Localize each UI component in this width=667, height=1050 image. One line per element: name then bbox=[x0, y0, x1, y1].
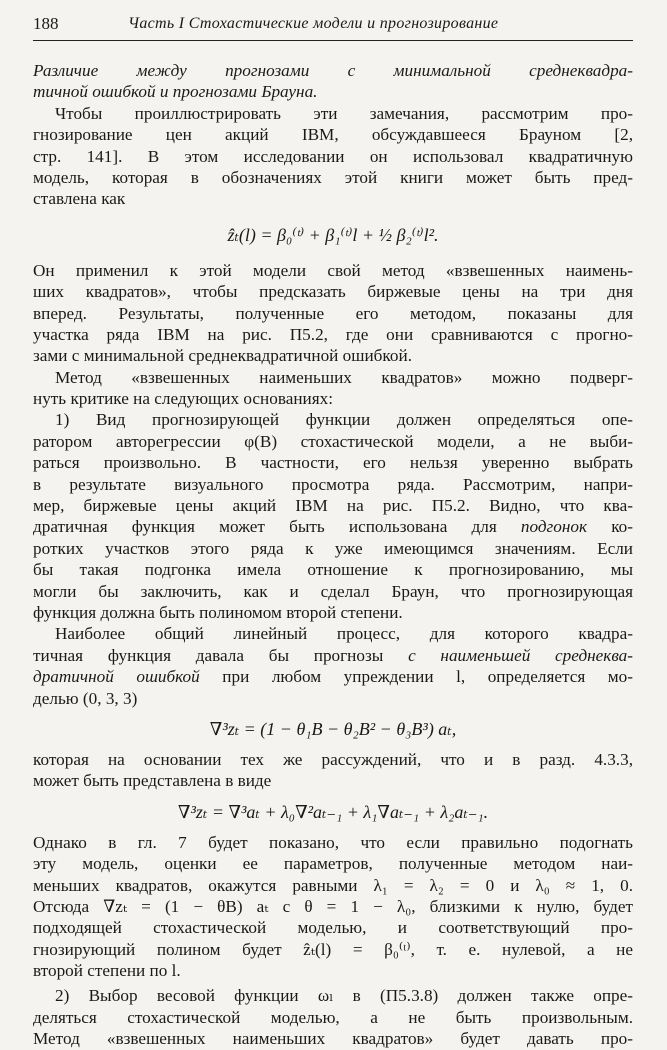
section-heading-line: Различие между прогнозами с минимальной среднеквадра- bbox=[33, 61, 633, 80]
header-rule bbox=[33, 40, 633, 41]
text-line: 2) Выбор весовой функции ωₗ в (П5.3.8) должен также опре- bbox=[55, 986, 633, 1006]
text-line: второй степени по l. bbox=[33, 961, 181, 981]
text-line: меньших квадратов, окажутся равными λ₁ = λ₂ = 0 и λ₀ ≈ 1, 0. bbox=[33, 875, 633, 895]
text-line: 1) Вид прогнозирующей функции должен определяться опе- bbox=[55, 410, 633, 430]
running-header bbox=[33, 14, 633, 40]
text-line: мер, биржевые цены акций IBM на рис. П5.2. Видно, что ква- bbox=[33, 496, 633, 516]
text-line: раться произвольно. В частности, его нельзя уверенно выбрать bbox=[33, 453, 633, 473]
text-line: Однако в гл. 7 будет показано, что если правильно подогнать bbox=[33, 832, 633, 852]
text-line bbox=[33, 666, 633, 687]
text-line: вперед. Результаты, полученные его методом, показаны для bbox=[33, 303, 633, 323]
emphasis-text: подгонок bbox=[520, 517, 588, 537]
text-fragment: ко- bbox=[587, 517, 633, 537]
text-line: зами с минимальной среднеквадратичной ошибкой. bbox=[33, 346, 412, 366]
text-line: которая на основании тех же рассуждений, что и в разд. 4.3.3, bbox=[33, 749, 633, 769]
text-line: в результате визуального просмотра ряда. Рассмотрим, напри- bbox=[33, 474, 633, 494]
text-line: стр. 141]. В этом исследовании он использовал квадратичную bbox=[33, 146, 633, 166]
text-line: делью (0, 3, 3) bbox=[33, 688, 138, 708]
text-line: Метод «взвешенных наименьших квадратов» будет давать про- bbox=[33, 1029, 633, 1049]
text-line: модель, которая в обозначениях этой книги может быть пред- bbox=[33, 167, 633, 187]
text-line: участка ряда IBM на рис. П5.2, где они сравниваются с прогно- bbox=[33, 324, 633, 344]
text-line: бы такая подгонка имела отношение к прогнозированию, мы bbox=[33, 560, 633, 580]
text-line bbox=[33, 516, 633, 537]
text-line: ших квадратов», чтобы предсказать биржевые цены на три дня bbox=[33, 282, 633, 302]
text-fragment: дратичная функция может быть использована для bbox=[33, 517, 521, 537]
text-line: подходящей стохастической моделью, и соответствующий про- bbox=[33, 918, 633, 938]
text-line: может быть представлена в виде bbox=[33, 771, 272, 791]
text-line: могли бы заключить, как и сделал Браун, что прогнозирующая bbox=[33, 581, 633, 601]
text-line: Отсюда ∇zₜ = (1 − θB) aₜ с θ = 1 − λ₀, близкими к нулю, будет bbox=[33, 896, 633, 916]
text-line: Наиболее общий линейный процесс, для которого квадра- bbox=[55, 624, 633, 644]
page-body bbox=[33, 60, 633, 1050]
text-line: ротких участков этого ряда к уже имеющимся значениям. Если bbox=[33, 538, 633, 558]
text-line: гнозирующий полином будет ẑₜ(l) = β₀⁽ᵗ⁾, т. е. нулевой, а не bbox=[33, 939, 633, 959]
text-fragment: при любом упреждении l, определяется мо- bbox=[199, 667, 633, 687]
emphasis-text: дратичной ошибкой bbox=[33, 667, 200, 687]
text-line: эту модель, оценки ее параметров, полученные методом наи- bbox=[33, 854, 633, 874]
running-title: Часть I Стохастические модели и прогнозирование bbox=[128, 15, 499, 32]
emphasis-text: с наименьшей среднеква- bbox=[408, 645, 634, 665]
formula-quadratic-forecast: ẑₜ(l) = β₀⁽ᵗ⁾ + β₁⁽ᵗ⁾l + ½ β₂⁽ᵗ⁾l². bbox=[227, 224, 439, 245]
formula-model-expanded: ∇³zₜ = ∇³aₜ + λ₀∇²aₜ₋₁ + λ₁∇aₜ₋₁ + λ₂aₜ₋₁. bbox=[177, 801, 489, 822]
text-line bbox=[33, 645, 633, 666]
section-heading-line: тичной ошибкой и прогнозами Брауна. bbox=[33, 82, 318, 102]
formula-model-033: ∇³zₜ = (1 − θ₁B − θ₂B² − θ₃B³) aₜ, bbox=[209, 718, 457, 739]
text-line: нуть критике на следующих основаниях: bbox=[33, 389, 334, 409]
text-fragment: тичная функция давала бы прогнозы bbox=[33, 645, 409, 665]
text-line: гнозирование цен акций IBM, обсуждавшееся Брауном [2, bbox=[33, 125, 633, 145]
text-line: Он применил к этой модели свой метод «взвешенных наимень- bbox=[33, 260, 633, 280]
page-number: 188 bbox=[33, 14, 59, 33]
text-line: Чтобы проиллюстрировать эти замечания, рассмотрим про- bbox=[55, 103, 633, 123]
text-line: деляться стохастической моделью, а не быть произвольным. bbox=[33, 1007, 633, 1027]
text-line: функция должна быть полиномом второй степени. bbox=[33, 602, 403, 622]
text-line: ратором авторегрессии φ(B) стохастической модели, а не выби- bbox=[33, 431, 633, 451]
text-line: Метод «взвешенных наименьших квадратов» можно подверг- bbox=[55, 367, 633, 387]
text-line: ставлена как bbox=[33, 189, 126, 209]
